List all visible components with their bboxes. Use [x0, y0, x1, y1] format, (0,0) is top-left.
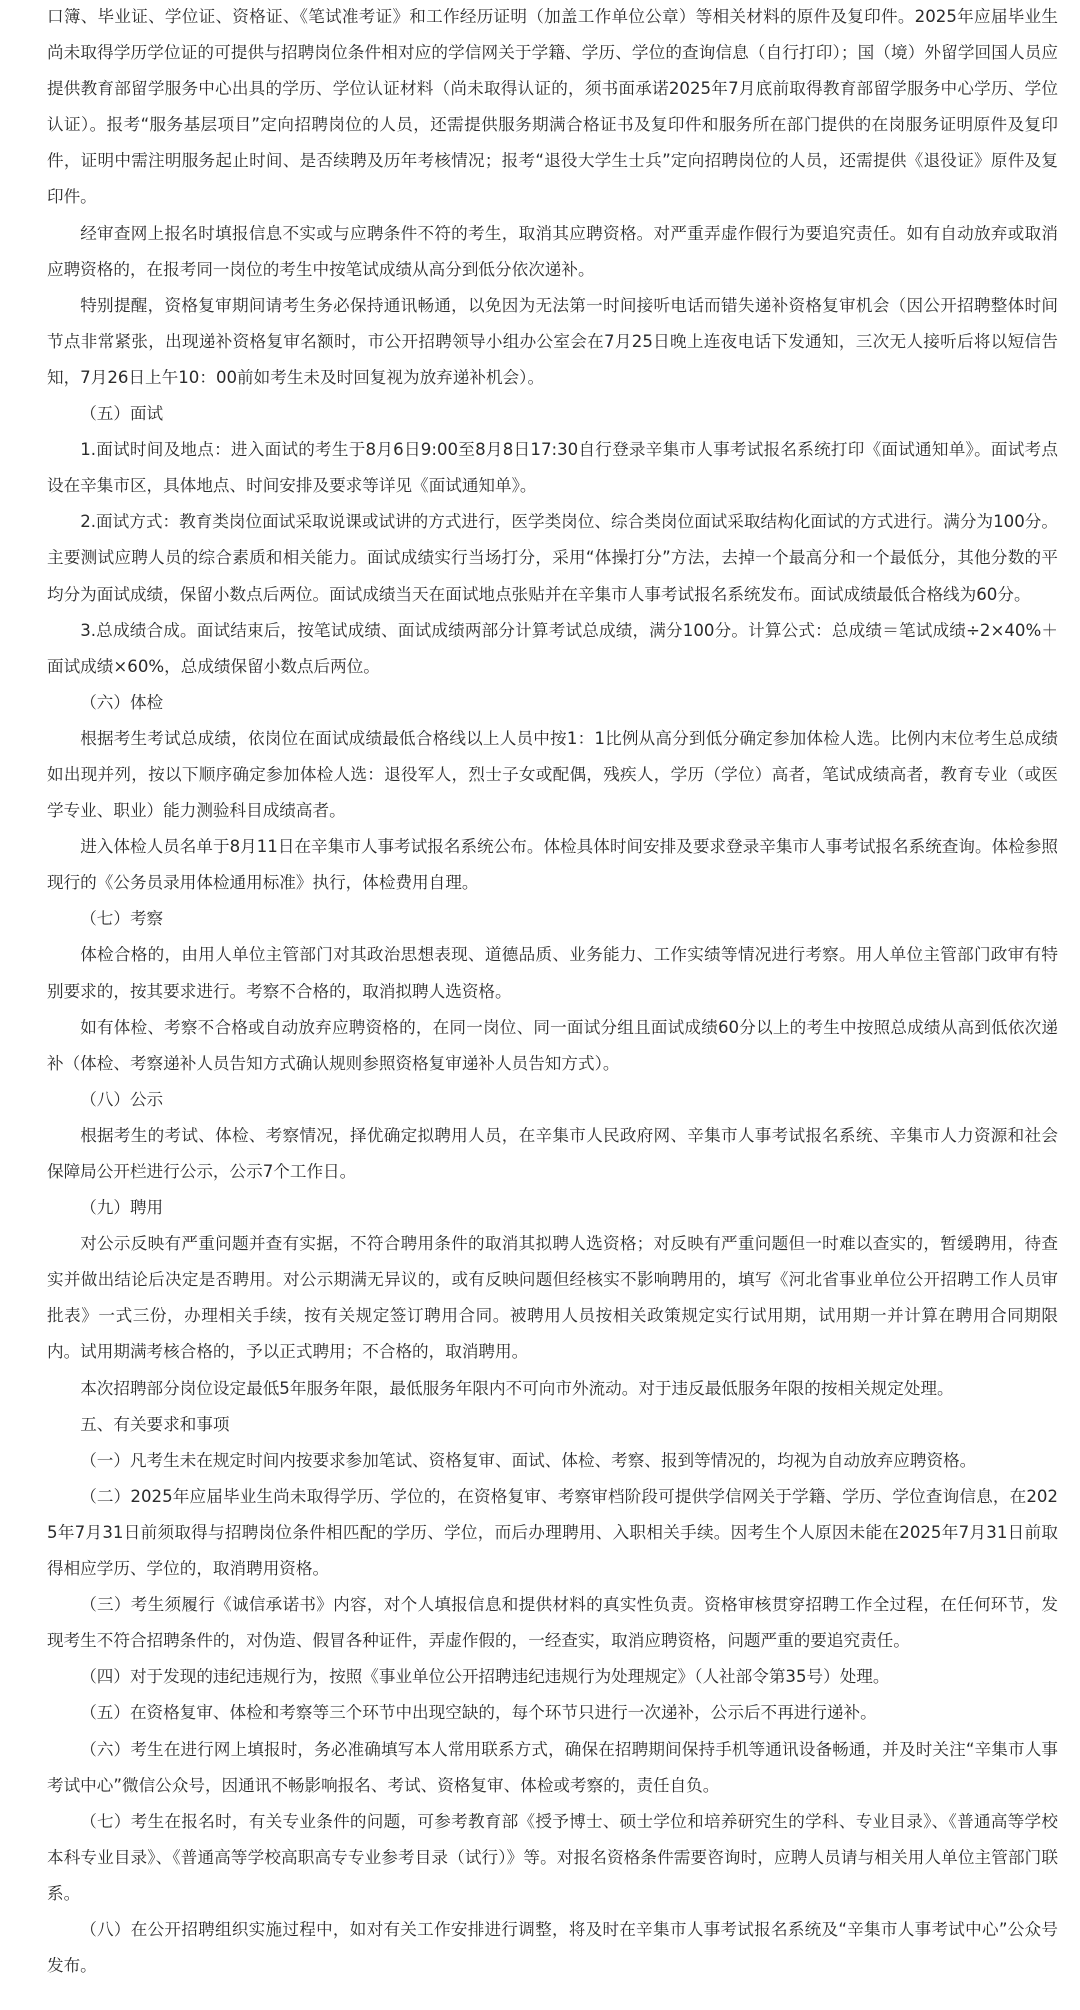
paragraph-employment: 对公示反映有严重问题并查有实据，不符合聘用条件的取消其拟聘人选资格；对反映有严重问题但一时难以查实的，暂缓聘用，待查实并做出结论后决定是否聘用。对公示期满无异议的，或有反映问题但经核实不影响聘用的，填写《河北省事业单位公开招聘工作人员审批表》一式三份，办理相关手续，按有关规定签订聘用合同。被聘用人员按相关政策规定实行试用期，试用期一并计算在聘用合同期限内。试用期满考核合格的，予以正式聘用；不合格的，取消聘用。 [47, 1234, 1058, 1362]
paragraph-requirement-2: （二）2025年应届毕业生尚未取得学历、学位的，在资格复审、考察审档阶段可提供学信网关于学籍、学历、学位查询信息，在2025年7月31日前须取得与招聘岗位条件相匹配的学历、学位，而后办理聘用、入职相关手续。因考生个人原因未能在2025年7月31日前取得相应学历、学位的，取消聘用资格。 [47, 1486, 1058, 1579]
section-heading-inspection: （七）考察 [80, 909, 164, 929]
paragraph-requirement-3: （三）考生须履行《诚信承诺书》内容，对个人填报信息和提供材料的真实性负责。资格审核贯穿招聘工作全过程，在任何环节，发现考生不符合招聘条件的，对伪造、假冒各种证件，弄虚作假的，一经查实，取消应聘资格，问题严重的要追究责任。 [47, 1595, 1058, 1651]
paragraph-requirement-8: （八）在公开招聘组织实施过程中，如对有关工作安排进行调整，将及时在辛集市人事考试报名系统及“辛集市人事考试中心”公众号发布。 [47, 1919, 1058, 1976]
paragraph-requirement-1: （一）凡考生未在规定时间内按要求参加笔试、资格复审、面试、体检、考察、报到等情况的，均视为自动放弃应聘资格。 [80, 1450, 977, 1470]
paragraph-total-score: 3.总成绩合成。面试结束后，按笔试成绩、面试成绩两部分计算考试总成绩，满分100分。计算公式：总成绩＝笔试成绩÷2×40%＋面试成绩×60%，总成绩保留小数点后两位。 [47, 620, 1058, 676]
section-heading-employment: （九）聘用 [80, 1198, 164, 1218]
section-heading-physical-exam: （六）体检 [80, 692, 164, 712]
paragraph-publicity: 根据考生的考试、体检、考察情况，择优确定拟聘用人员，在辛集市人民政府网、辛集市人事考试报名系统、辛集市人力资源和社会保障局公开栏进行公示，公示7个工作日。 [47, 1125, 1058, 1181]
paragraph-review-disqualify: 经审查网上报名时填报信息不实或与应聘条件不符的考生，取消其应聘资格。对严重弄虚作假行为要追究责任。如有自动放弃或取消应聘资格的，在报考同一岗位的考生中按笔试成绩从高分到低分依次递补。 [47, 223, 1058, 279]
section-heading-requirements: 五、有关要求和事项 [80, 1414, 230, 1434]
paragraph-service-term: 本次招聘部分岗位设定最低5年服务年限，最低服务年限内不可向市外流动。对于违反最低服务年限的按相关规定处理。 [80, 1378, 954, 1398]
paragraph-exam-selection: 根据考生考试总成绩，依岗位在面试成绩最低合格线以上人员中按1：1比例从高分到低分确定参加体检人选。比例内末位考生总成绩如出现并列，按以下顺序确定参加体检人选：退役军人，烈士子女或配偶，残疾人，学历（学位）高者，笔试成绩高者，教育专业（或医学专业、职业）能力测验科目成绩高者。 [47, 728, 1058, 821]
paragraph-requirement-5: （五）在资格复审、体检和考察等三个环节中出现空缺的，每个环节只进行一次递补，公示后不再进行递补。 [80, 1703, 877, 1723]
section-heading-publicity: （八）公示 [80, 1089, 164, 1109]
paragraph-requirement-7: （七）考生在报名时，有关专业条件的问题，可参考教育部《授予博士、硕士学位和培养研究生的学科、专业目录》、《普通高等学校本科专业目录》、《普通高等学校高职高专专业参考目录（试行）》等。对报名资格条件需要咨询时，应聘人员请与相关用人单位主管部门联系。 [47, 1811, 1058, 1903]
paragraph-special-reminder: 特别提醒，资格复审期间请考生务必保持通讯畅通，以免因为无法第一时间接听电话而错失递补资格复审机会（因公开招聘整体时间节点非常紧张，出现递补资格复审名额时，市公开招聘领导小组办公室会在7月25日晚上连夜电话下发通知，三次无人接听后将以短信告知，7月26日上午10：00前如考生未及时回复视为放弃递补机会）。 [47, 295, 1058, 387]
paragraph-interview-method: 2.面试方式：教育类岗位面试采取说课或试讲的方式进行，医学类岗位、综合类岗位面试采取结构化面试的方式进行。满分为100分。主要测试应聘人员的综合素质和相关能力。面试成绩实行当场打分，采用“体操打分”方法，去掉一个最高分和一个最低分，其他分数的平均分为面试成绩，保留小数点后两位。面试成绩当天在面试地点张贴并在辛集市人事考试报名系统发布。面试成绩最低合格线为60分。 [47, 512, 1058, 604]
paragraph-interview-time: 1.面试时间及地点：进入面试的考生于8月6日9:00至8月8日17:30自行登录辛集市人事考试报名系统打印《面试通知单》。面试考点设在辛集市区，具体地点、时间安排及要求等详见《面试通知单》。 [47, 440, 1058, 496]
paragraph-requirement-4: （四）对于发现的违纪违规行为，按照《事业单位公开招聘违纪违规行为处理规定》（人社部令第35号）处理。 [80, 1667, 890, 1687]
paragraph-materials: 口簿、毕业证、学位证、资格证、《笔试准考证》和工作经历证明（加盖工作单位公章）等相关材料的原件及复印件。2025年应届毕业生尚未取得学历学位证的可提供与招聘岗位条件相对应的学信网关于学籍、学历、学位的查询信息（自行打印）；国（境）外留学回国人员应提供教育部留学服务中心出具的学历、学位认证材料（尚未取得认证的，须书面承诺2025年7月底前取得教育部留学服务中心学历、学位认证）。报考“服务基层项目”定向招聘岗位的人员，还需提供服务期满合格证书及复印件和服务所在部门提供的在岗服务证明原件及复印件，证明中需注明服务起止时间、是否续聘及历年考核情况；报考“退役大学生士兵”定向招聘岗位的人员，还需提供《退役证》原件及复印件。 [47, 7, 1058, 207]
paragraph-inspection: 体检合格的，由用人单位主管部门对其政治思想表现、道德品质、业务能力、工作实绩等情况进行考察。用人单位主管部门政审有特别要求的，按其要求进行。考察不合格的，取消拟聘人选资格。 [47, 945, 1058, 1001]
section-heading-interview: （五）面试 [80, 404, 164, 424]
paragraph-inspection-backfill: 如有体检、考察不合格或自动放弃应聘资格的，在同一岗位、同一面试分组且面试成绩60分以上的考生中按照总成绩从高到低依次递补（体检、考察递补人员告知方式确认规则参照资格复审递补人员告知方式）。 [47, 1017, 1058, 1073]
paragraph-requirement-6: （六）考生在进行网上填报时，务必准确填写本人常用联系方式，确保在招聘期间保持手机等通讯设备畅通，并及时关注“辛集市人事考试中心”微信公众号，因通讯不畅影响报名、考试、资格复审、体检或考察的，责任自负。 [47, 1739, 1058, 1795]
paragraph-exam-list: 进入体检人员名单于8月11日在辛集市人事考试报名系统公布。体检具体时间安排及要求登录辛集市人事考试报名系统查询。体检参照现行的《公务员录用体检通用标准》执行，体检费用自理。 [47, 837, 1058, 893]
